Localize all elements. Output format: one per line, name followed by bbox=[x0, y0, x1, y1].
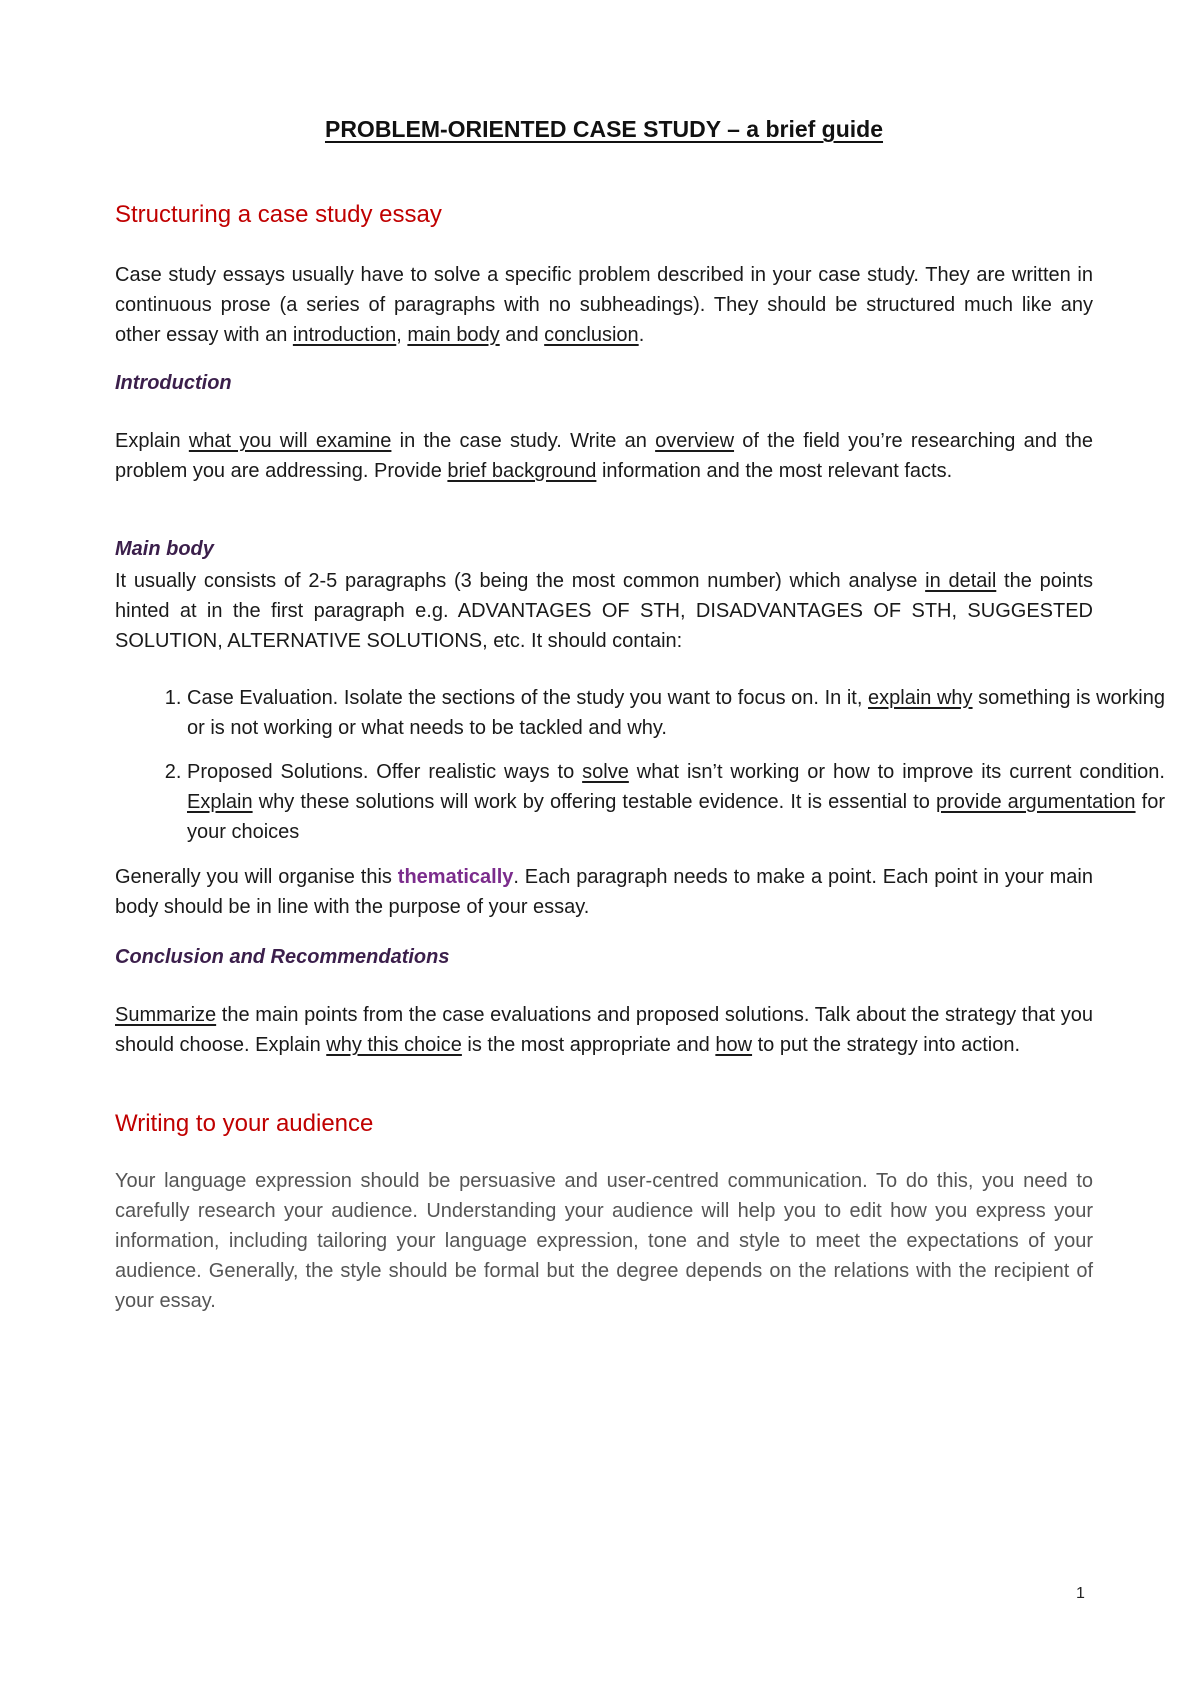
main-body-list bbox=[115, 683, 1165, 861]
list-item-case-evaluation: 1. Case Evaluation. Isolate the sections of the study you want to focus on. In it, explain why something is working or is not working or what needs to be tackled and why. bbox=[187, 683, 1165, 743]
thematic-paragraph: Generally you will organise this thematically. Each paragraph needs to make a point. Each point in your main body should be in line with the purpose of your essay. bbox=[115, 866, 1093, 918]
section-heading-audience: Writing to your audience bbox=[115, 1110, 374, 1137]
section-heading-structuring: Structuring a case study essay bbox=[115, 201, 442, 228]
conclusion-paragraph: Summarize the main points from the case evaluations and proposed solutions. Talk about the strategy that you should choose. Explain why this choice is the most appropriate and how to put the strategy into action. bbox=[115, 1004, 1093, 1056]
main-body-paragraph: It usually consists of 2-5 paragraphs (3 being the most common number) which analyse in detail the points hinted at in the first paragraph e.g. ADVANTAGES OF STH, DISADVANTAGES OF STH, SUGGESTED SOLUTION, ALTERNATIVE SOLUTIONS, etc. It should contain: bbox=[115, 570, 1093, 652]
list-item-proposed-solutions: 2. Proposed Solutions. Offer realistic ways to solve what isn’t working or how to improve its current condition. Explain why these solutions will work by offering testable evidence. It is essential to provide argumentation for your choices bbox=[187, 757, 1165, 847]
heading-introduction: Introduction bbox=[115, 372, 232, 394]
introduction-paragraph: Explain what you will examine in the case study. Write an overview of the field you’re researching and the problem you are addressing. Provide brief background information and the most relevant facts. bbox=[115, 430, 1094, 482]
audience-paragraph: Your language expression should be persuasive and user-centred communication. To do this, you need to carefully research your audience. Understanding your audience will help you to edit how you express your information, including tailoring your language expression, tone and style to meet the expectations of your audience. Generally, the style should be formal but the degree depends on the relations with the recipient of your essay. bbox=[115, 1170, 1093, 1312]
structuring-paragraph: Case study essays usually have to solve a specific problem described in your case study. They are written in continuous prose (a series of paragraphs with no subheadings). They should be structured much like any other essay with an introduction, main body and conclusion. bbox=[115, 264, 1093, 346]
document-title: PROBLEM-ORIENTED CASE STUDY – a brief guide bbox=[324, 116, 884, 142]
highlight-thematically: thematically bbox=[397, 866, 514, 888]
heading-main-body: Main body bbox=[115, 538, 214, 560]
heading-conclusion: Conclusion and Recommendations bbox=[115, 946, 450, 968]
page-number: 1 bbox=[1076, 1585, 1085, 1602]
